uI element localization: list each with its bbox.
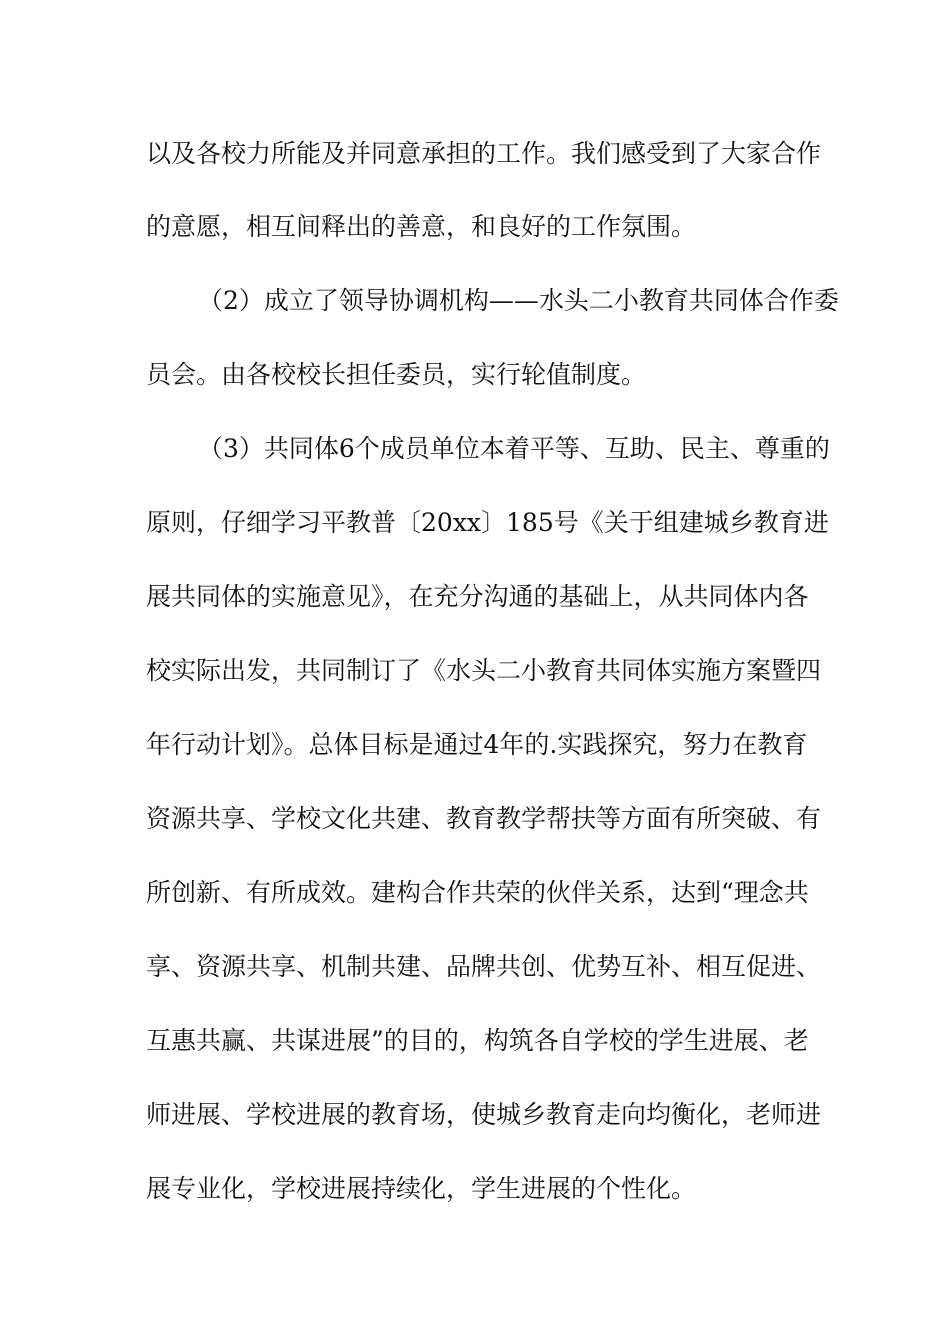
text-line: 年行动计划》。总体目标是通过4年的.实践探究，努力在教育 [146,730,808,759]
text-line: 享、资源共享、机制共建、品牌共创、优势互补、相互促进、 [146,952,822,981]
text-line: 校实际出发，共同制订了《水头二小教育共同体实施方案暨四 [146,656,822,685]
text-line: 以及各校力所能及并同意承担的工作。我们感受到了大家合作 [146,139,822,168]
text-line: 展专业化，学校进展持续化，学生进展的个性化。 [146,1174,697,1203]
paragraph-start-line: （3）共同体6个成员单位本着平等、互助、民主、尊重的 [198,434,830,463]
text-line: 资源共享、学校文化共建、教育教学帮扶等方面有所突破、有 [146,804,822,833]
text-line: 的意愿，相互间释出的善意，和良好的工作氛围。 [146,212,697,241]
text-line: 员会。由各校校长担任委员，实行轮值制度。 [146,360,647,389]
text-line: 师进展、学校进展的教育场，使城乡教育走向均衡化，老师进 [146,1100,822,1129]
text-line: 所创新、有所成效。建构合作共荣的伙伴关系，达到“理念共 [146,878,809,907]
text-line: 原则，仔细学习平教普〔20xx〕185号《关于组建城乡教育进 [146,508,829,537]
text-line: 展共同体的实施意见》，在充分沟通的基础上，从共同体内各 [146,582,809,611]
paragraph-start-line: （2）成立了领导协调机构——水头二小教育共同体合作委 [198,286,839,315]
text-line: 互惠共赢、共谋进展”的目的，构筑各自学校的学生进展、老 [146,1026,809,1055]
